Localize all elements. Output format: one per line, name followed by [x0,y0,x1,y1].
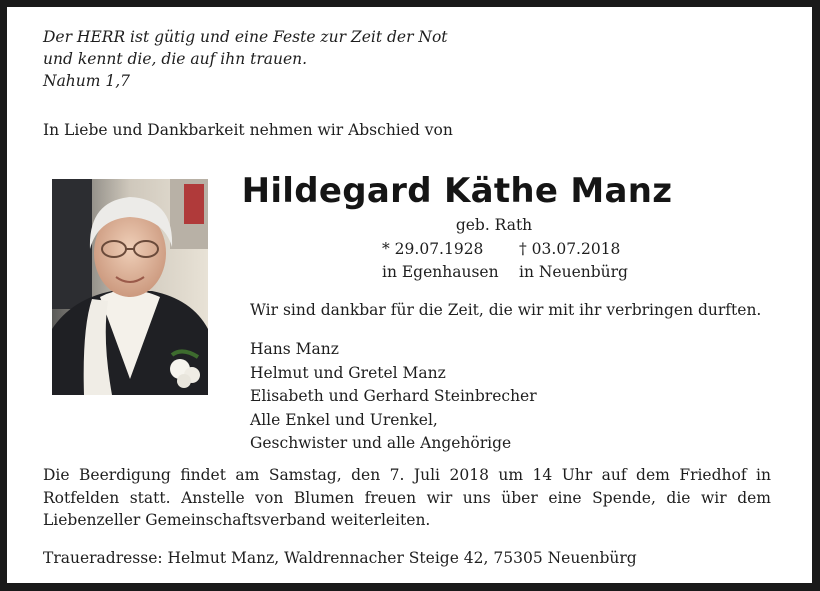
verse-line-2: und kennt die, die auf ihn trauen. [43,50,308,68]
family-member: Hans Manz [250,340,339,358]
birth-info [382,238,499,284]
deceased-name: Hildegard Käthe Manz [241,171,673,211]
verse-source: Nahum 1,7 [43,72,131,90]
family-member: Elisabeth und Gerhard Steinbrecher [250,387,537,405]
family-member: Alle Enkel und Urenkel, [250,410,438,429]
family-member: Helmut und Gretel Manz [250,363,446,382]
funeral-line: Die Beerdigung findet am Samstag, den 7. Juli 2018 um 14 Uhr auf dem Friedhof in [43,466,771,484]
family-list [250,338,537,456]
bible-verse [43,26,448,92]
mourning-address: Traueradresse: Helmut Manz, Waldrennacher Steige 42, 75305 Neuenbürg [43,549,637,567]
funeral-line: Liebenzeller Gemeinschaftsverband weiterleiten. [43,511,431,529]
family-member: Geschwister und alle Angehörige [250,434,512,452]
verse-line-1: Der HERR ist gütig und eine Feste zur Zeit der Not [43,28,448,46]
maiden-name: geb. Rath [455,216,533,234]
death-date: † 03.07.2018 [519,240,621,258]
funeral-line: Rotfelden statt. Anstelle von Blumen freuen wir uns über eine Spende, die wir dem [43,488,771,507]
portrait-illustration [52,179,208,395]
death-place: in Neuenbürg [519,263,628,281]
thanks-text: Wir sind dankbar für die Zeit, die wir mit ihr verbringen durften. [250,301,762,319]
intro-text: In Liebe und Dankbarkeit nehmen wir Abschied von [43,121,453,139]
death-info [519,238,628,284]
obituary-card [7,7,812,583]
funeral-notice [43,464,771,532]
portrait-photo [52,179,208,395]
birth-date: * 29.07.1928 [382,240,484,258]
birth-place: in Egenhausen [382,263,499,281]
